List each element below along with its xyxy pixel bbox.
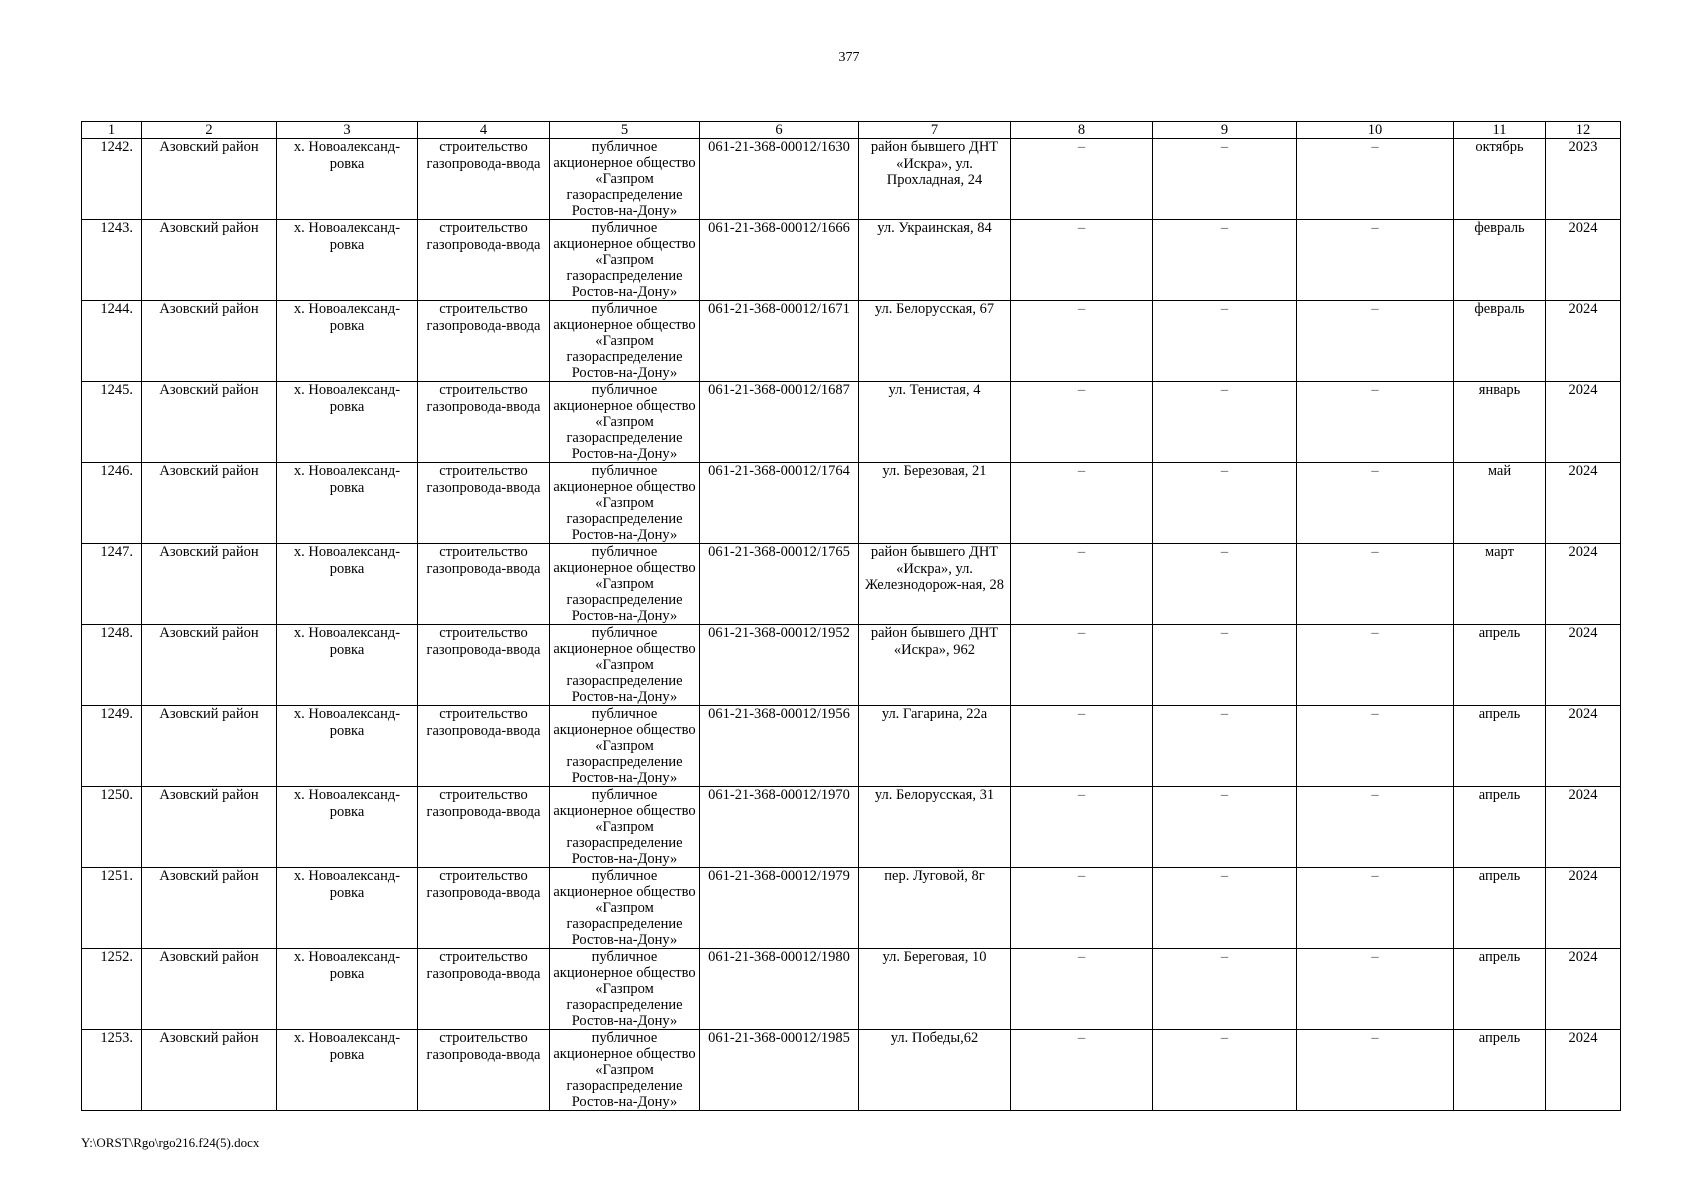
column-9-cell: –: [1153, 706, 1297, 787]
column-8-cell: –: [1011, 1030, 1153, 1111]
settlement-cell: х. Новоалександ-ровка: [277, 463, 418, 544]
year-cell: 2023: [1546, 139, 1621, 220]
month-cell: март: [1454, 544, 1546, 625]
column-9-cell: –: [1153, 139, 1297, 220]
column-10-cell: –: [1297, 220, 1454, 301]
settlement-cell: х. Новоалександ-ровка: [277, 139, 418, 220]
column-8-cell: –: [1011, 544, 1153, 625]
organization-cell: публичное акционерное общество «Газпром газораспределение Ростов-на-Дону»: [550, 463, 700, 544]
code-cell: 061-21-368-00012/1980: [700, 949, 859, 1030]
address-cell: ул. Тенистая, 4: [859, 382, 1011, 463]
row-number: 1244.: [82, 301, 142, 382]
month-cell: февраль: [1454, 301, 1546, 382]
year-cell: 2024: [1546, 706, 1621, 787]
district-cell: Азовский район: [142, 220, 277, 301]
year-cell: 2024: [1546, 544, 1621, 625]
column-8-cell: –: [1011, 382, 1153, 463]
month-cell: апрель: [1454, 625, 1546, 706]
district-cell: Азовский район: [142, 139, 277, 220]
settlement-cell: х. Новоалександ-ровка: [277, 301, 418, 382]
settlement-cell: х. Новоалександ-ровка: [277, 868, 418, 949]
row-number: 1247.: [82, 544, 142, 625]
column-10-cell: –: [1297, 625, 1454, 706]
column-8-cell: –: [1011, 949, 1153, 1030]
code-cell: 061-21-368-00012/1666: [700, 220, 859, 301]
organization-cell: публичное акционерное общество «Газпром газораспределение Ростов-на-Дону»: [550, 787, 700, 868]
settlement-cell: х. Новоалександ-ровка: [277, 1030, 418, 1111]
column-header: 2: [142, 122, 277, 139]
column-header: 6: [700, 122, 859, 139]
column-10-cell: –: [1297, 544, 1454, 625]
column-9-cell: –: [1153, 625, 1297, 706]
table-row: [82, 949, 1621, 1030]
address-cell: ул. Белорусская, 31: [859, 787, 1011, 868]
column-header: 12: [1546, 122, 1621, 139]
month-cell: апрель: [1454, 949, 1546, 1030]
address-cell: пер. Луговой, 8г: [859, 868, 1011, 949]
work-type-cell: строительство газопровода-ввода: [418, 949, 550, 1030]
settlement-cell: х. Новоалександ-ровка: [277, 787, 418, 868]
registry-table: [81, 121, 1621, 1111]
row-number: 1243.: [82, 220, 142, 301]
column-header: 5: [550, 122, 700, 139]
month-cell: апрель: [1454, 706, 1546, 787]
year-cell: 2024: [1546, 382, 1621, 463]
organization-cell: публичное акционерное общество «Газпром газораспределение Ростов-на-Дону»: [550, 139, 700, 220]
year-cell: 2024: [1546, 949, 1621, 1030]
row-number: 1248.: [82, 625, 142, 706]
month-cell: апрель: [1454, 868, 1546, 949]
table-row: [82, 706, 1621, 787]
table-row: [82, 139, 1621, 220]
settlement-cell: х. Новоалександ-ровка: [277, 544, 418, 625]
address-cell: ул. Победы,62: [859, 1030, 1011, 1111]
code-cell: 061-21-368-00012/1985: [700, 1030, 859, 1111]
code-cell: 061-21-368-00012/1952: [700, 625, 859, 706]
column-header: 4: [418, 122, 550, 139]
column-8-cell: –: [1011, 625, 1153, 706]
work-type-cell: строительство газопровода-ввода: [418, 220, 550, 301]
code-cell: 061-21-368-00012/1765: [700, 544, 859, 625]
column-10-cell: –: [1297, 463, 1454, 544]
work-type-cell: строительство газопровода-ввода: [418, 868, 550, 949]
column-header: 3: [277, 122, 418, 139]
column-9-cell: –: [1153, 220, 1297, 301]
table-row: [82, 463, 1621, 544]
code-cell: 061-21-368-00012/1979: [700, 868, 859, 949]
district-cell: Азовский район: [142, 787, 277, 868]
code-cell: 061-21-368-00012/1970: [700, 787, 859, 868]
district-cell: Азовский район: [142, 382, 277, 463]
column-10-cell: –: [1297, 139, 1454, 220]
table-row: [82, 220, 1621, 301]
month-cell: апрель: [1454, 787, 1546, 868]
district-cell: Азовский район: [142, 301, 277, 382]
row-number: 1250.: [82, 787, 142, 868]
month-cell: май: [1454, 463, 1546, 544]
page-number: 377: [838, 50, 860, 65]
address-cell: ул. Украинская, 84: [859, 220, 1011, 301]
column-header: 1: [82, 122, 142, 139]
row-number: 1246.: [82, 463, 142, 544]
table-row: [82, 301, 1621, 382]
work-type-cell: строительство газопровода-ввода: [418, 382, 550, 463]
column-header: 10: [1297, 122, 1454, 139]
organization-cell: публичное акционерное общество «Газпром газораспределение Ростов-на-Дону»: [550, 868, 700, 949]
column-8-cell: –: [1011, 301, 1153, 382]
district-cell: Азовский район: [142, 949, 277, 1030]
code-cell: 061-21-368-00012/1764: [700, 463, 859, 544]
row-number: 1249.: [82, 706, 142, 787]
year-cell: 2024: [1546, 868, 1621, 949]
code-cell: 061-21-368-00012/1630: [700, 139, 859, 220]
district-cell: Азовский район: [142, 544, 277, 625]
column-9-cell: –: [1153, 463, 1297, 544]
month-cell: февраль: [1454, 220, 1546, 301]
organization-cell: публичное акционерное общество «Газпром газораспределение Ростов-на-Дону»: [550, 220, 700, 301]
column-header: 7: [859, 122, 1011, 139]
district-cell: Азовский район: [142, 1030, 277, 1111]
column-8-cell: –: [1011, 868, 1153, 949]
settlement-cell: х. Новоалександ-ровка: [277, 220, 418, 301]
address-cell: ул. Белорусская, 67: [859, 301, 1011, 382]
file-path-footer: Y:\ORST\Rgo\rgo216.f24(5).docx: [81, 1135, 260, 1150]
table-row: [82, 868, 1621, 949]
column-8-cell: –: [1011, 787, 1153, 868]
column-header: 8: [1011, 122, 1153, 139]
organization-cell: публичное акционерное общество «Газпром газораспределение Ростов-на-Дону»: [550, 625, 700, 706]
month-cell: январь: [1454, 382, 1546, 463]
month-cell: апрель: [1454, 1030, 1546, 1111]
column-8-cell: –: [1011, 706, 1153, 787]
column-9-cell: –: [1153, 382, 1297, 463]
year-cell: 2024: [1546, 301, 1621, 382]
table-row: [82, 1030, 1621, 1111]
settlement-cell: х. Новоалександ-ровка: [277, 382, 418, 463]
work-type-cell: строительство газопровода-ввода: [418, 301, 550, 382]
organization-cell: публичное акционерное общество «Газпром газораспределение Ростов-на-Дону»: [550, 949, 700, 1030]
column-8-cell: –: [1011, 220, 1153, 301]
column-9-cell: –: [1153, 1030, 1297, 1111]
month-cell: октябрь: [1454, 139, 1546, 220]
year-cell: 2024: [1546, 787, 1621, 868]
settlement-cell: х. Новоалександ-ровка: [277, 625, 418, 706]
district-cell: Азовский район: [142, 625, 277, 706]
header-row: [82, 122, 1621, 139]
column-10-cell: –: [1297, 949, 1454, 1030]
column-10-cell: –: [1297, 382, 1454, 463]
work-type-cell: строительство газопровода-ввода: [418, 463, 550, 544]
row-number: 1253.: [82, 1030, 142, 1111]
address-cell: ул. Береговая, 10: [859, 949, 1011, 1030]
work-type-cell: строительство газопровода-ввода: [418, 544, 550, 625]
column-9-cell: –: [1153, 544, 1297, 625]
row-number: 1251.: [82, 868, 142, 949]
column-10-cell: –: [1297, 706, 1454, 787]
table-row: [82, 382, 1621, 463]
district-cell: Азовский район: [142, 463, 277, 544]
column-9-cell: –: [1153, 949, 1297, 1030]
row-number: 1242.: [82, 139, 142, 220]
table-row: [82, 625, 1621, 706]
work-type-cell: строительство газопровода-ввода: [418, 625, 550, 706]
organization-cell: публичное акционерное общество «Газпром газораспределение Ростов-на-Дону»: [550, 301, 700, 382]
code-cell: 061-21-368-00012/1671: [700, 301, 859, 382]
organization-cell: публичное акционерное общество «Газпром газораспределение Ростов-на-Дону»: [550, 706, 700, 787]
work-type-cell: строительство газопровода-ввода: [418, 706, 550, 787]
organization-cell: публичное акционерное общество «Газпром газораспределение Ростов-на-Дону»: [550, 544, 700, 625]
column-10-cell: –: [1297, 301, 1454, 382]
district-cell: Азовский район: [142, 868, 277, 949]
year-cell: 2024: [1546, 220, 1621, 301]
column-8-cell: –: [1011, 139, 1153, 220]
district-cell: Азовский район: [142, 706, 277, 787]
address-cell: ул. Гагарина, 22а: [859, 706, 1011, 787]
address-cell: ул. Березовая, 21: [859, 463, 1011, 544]
table-row: [82, 787, 1621, 868]
table-row: [82, 544, 1621, 625]
column-9-cell: –: [1153, 868, 1297, 949]
work-type-cell: строительство газопровода-ввода: [418, 787, 550, 868]
organization-cell: публичное акционерное общество «Газпром газораспределение Ростов-на-Дону»: [550, 382, 700, 463]
work-type-cell: строительство газопровода-ввода: [418, 139, 550, 220]
code-cell: 061-21-368-00012/1687: [700, 382, 859, 463]
column-8-cell: –: [1011, 463, 1153, 544]
year-cell: 2024: [1546, 625, 1621, 706]
table-body: [82, 139, 1621, 1111]
row-number: 1245.: [82, 382, 142, 463]
column-header: 9: [1153, 122, 1297, 139]
settlement-cell: х. Новоалександ-ровка: [277, 706, 418, 787]
organization-cell: публичное акционерное общество «Газпром газораспределение Ростов-на-Дону»: [550, 1030, 700, 1111]
column-9-cell: –: [1153, 301, 1297, 382]
column-header: 11: [1454, 122, 1546, 139]
settlement-cell: х. Новоалександ-ровка: [277, 949, 418, 1030]
column-9-cell: –: [1153, 787, 1297, 868]
code-cell: 061-21-368-00012/1956: [700, 706, 859, 787]
row-number: 1252.: [82, 949, 142, 1030]
year-cell: 2024: [1546, 1030, 1621, 1111]
work-type-cell: строительство газопровода-ввода: [418, 1030, 550, 1111]
address-cell: район бывшего ДНТ «Искра», 962: [859, 625, 1011, 706]
address-cell: район бывшего ДНТ «Искра», ул. Железнодорож-ная, 28: [859, 544, 1011, 625]
address-cell: район бывшего ДНТ «Искра», ул. Прохладная, 24: [859, 139, 1011, 220]
column-10-cell: –: [1297, 787, 1454, 868]
year-cell: 2024: [1546, 463, 1621, 544]
column-10-cell: –: [1297, 1030, 1454, 1111]
column-10-cell: –: [1297, 868, 1454, 949]
